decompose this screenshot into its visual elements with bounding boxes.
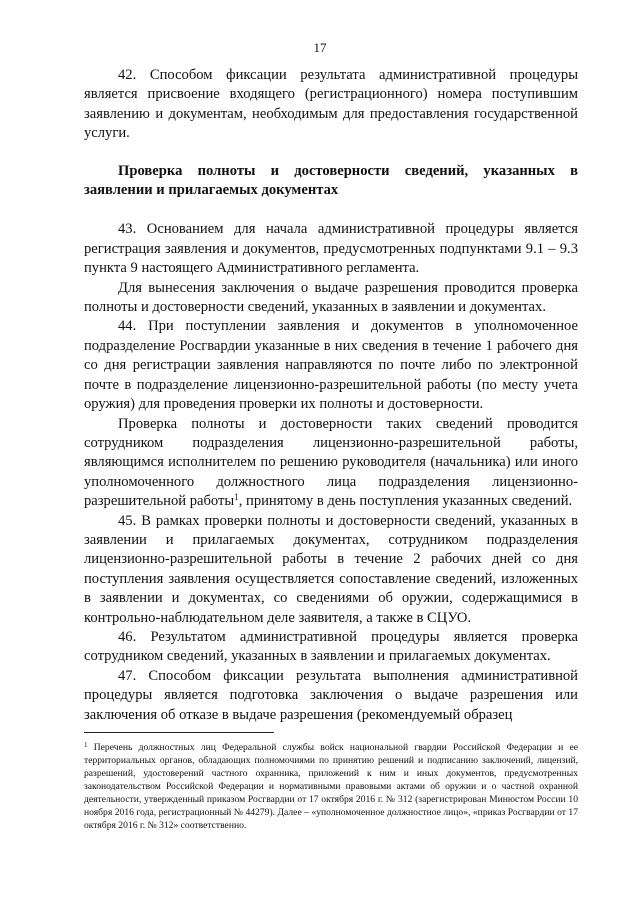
paragraph-47: 47. Способом фиксации результата выполнения административной процедуры является подготовка заключения о выдаче разрешения или заключения об отказе в выдаче разрешения (рекомендуемый образец [84, 667, 578, 723]
footnote [84, 741, 578, 832]
paragraph-44: 44. При поступлении заявления и документов в уполномоченное подразделение Росгвардии указанные в них сведения в течение 1 рабочего дня со дня регистрации заявления направляются по почте либо по электронной почте в подразделение лицензионно-разрешительной работы (по месту учета оружия) для проведения проверки их полноты и достоверности. [84, 318, 578, 413]
footnote-text: Перечень должностных лиц Федеральной службы войск национальной гвардии Российской Федерации и ее территориальных органов, обладающих полномочиями по принятию решений и подписанию заключений, лицензий, разрешений, удостоверений частного охранника, приложений к ним и иных документов, предусмотренных законодательством Российской Федерации и нормативными правовыми актами об оружии и о частной охранной деятельности, утвержденный приказом Росгвардии от 17 октября 2016 г. № 312 (зарегистрирован Минюстом России 10 ноября 2016 года, регистрационный № 44279). Далее – «уполномоченное должностное лицо», «приказ Росгвардии от 17 октября 2016 г. № 312» соответственно. [84, 742, 578, 831]
paragraph-45: 45. В рамках проверки полноты и достоверности сведений, указанных в заявлении и прилагаемых документах, сотрудником подразделения лицензионно-разрешительной работы в течение 2 рабочих дней со дня поступления заявления осуществляется сопоставление сведений, изложенных в заявлении и документах, со сведениями об оружии, содержащимися в контрольно-наблюдательном деле заявителя, а также в СЦУО. [84, 512, 578, 626]
footnote-mark: 1 [84, 741, 88, 749]
paragraph-44-text: Проверка полноты и достоверности таких сведений проводится сотрудником подразделения лицензионно-разрешительной работы, являющимся исполнителем по решению руководителя (начальника) или иного уполномоченного должностного лица подразделения лицензионно-разрешительной работы [84, 415, 578, 510]
footnote-divider [84, 732, 274, 733]
paragraph-44-continued [84, 415, 578, 512]
footnote-reference: 1 [234, 492, 239, 503]
paragraph-44-text-end: , принятому в день поступления указанных сведений. [238, 493, 573, 510]
section-heading: Проверка полноты и достоверности сведений, указанных в заявлении и прилагаемых документах [84, 162, 578, 199]
paragraph-46: 46. Результатом административной процедуры является проверка сотрудником сведений, указанных в заявлении и прилагаемых документах. [84, 628, 578, 665]
body-text [84, 66, 578, 725]
page-number: 17 [313, 40, 327, 55]
paragraph-42: 42. Способом фиксации результата административной процедуры является присвоение входящего (регистрационного) номера поступившим заявлению и документам, необходимым для предоставления государственной услуги. [84, 67, 578, 142]
paragraph-43: 43. Основанием для начала административной процедуры является регистрация заявления и документов, предусмотренных подпунктами 9.1 – 9.3 пункта 9 настоящего Административного регламента. [84, 221, 578, 277]
paragraph-43-continued: Для вынесения заключения о выдаче разрешения проводится проверка полноты и достоверности сведений, указанных в заявлении и документах. [84, 279, 578, 316]
